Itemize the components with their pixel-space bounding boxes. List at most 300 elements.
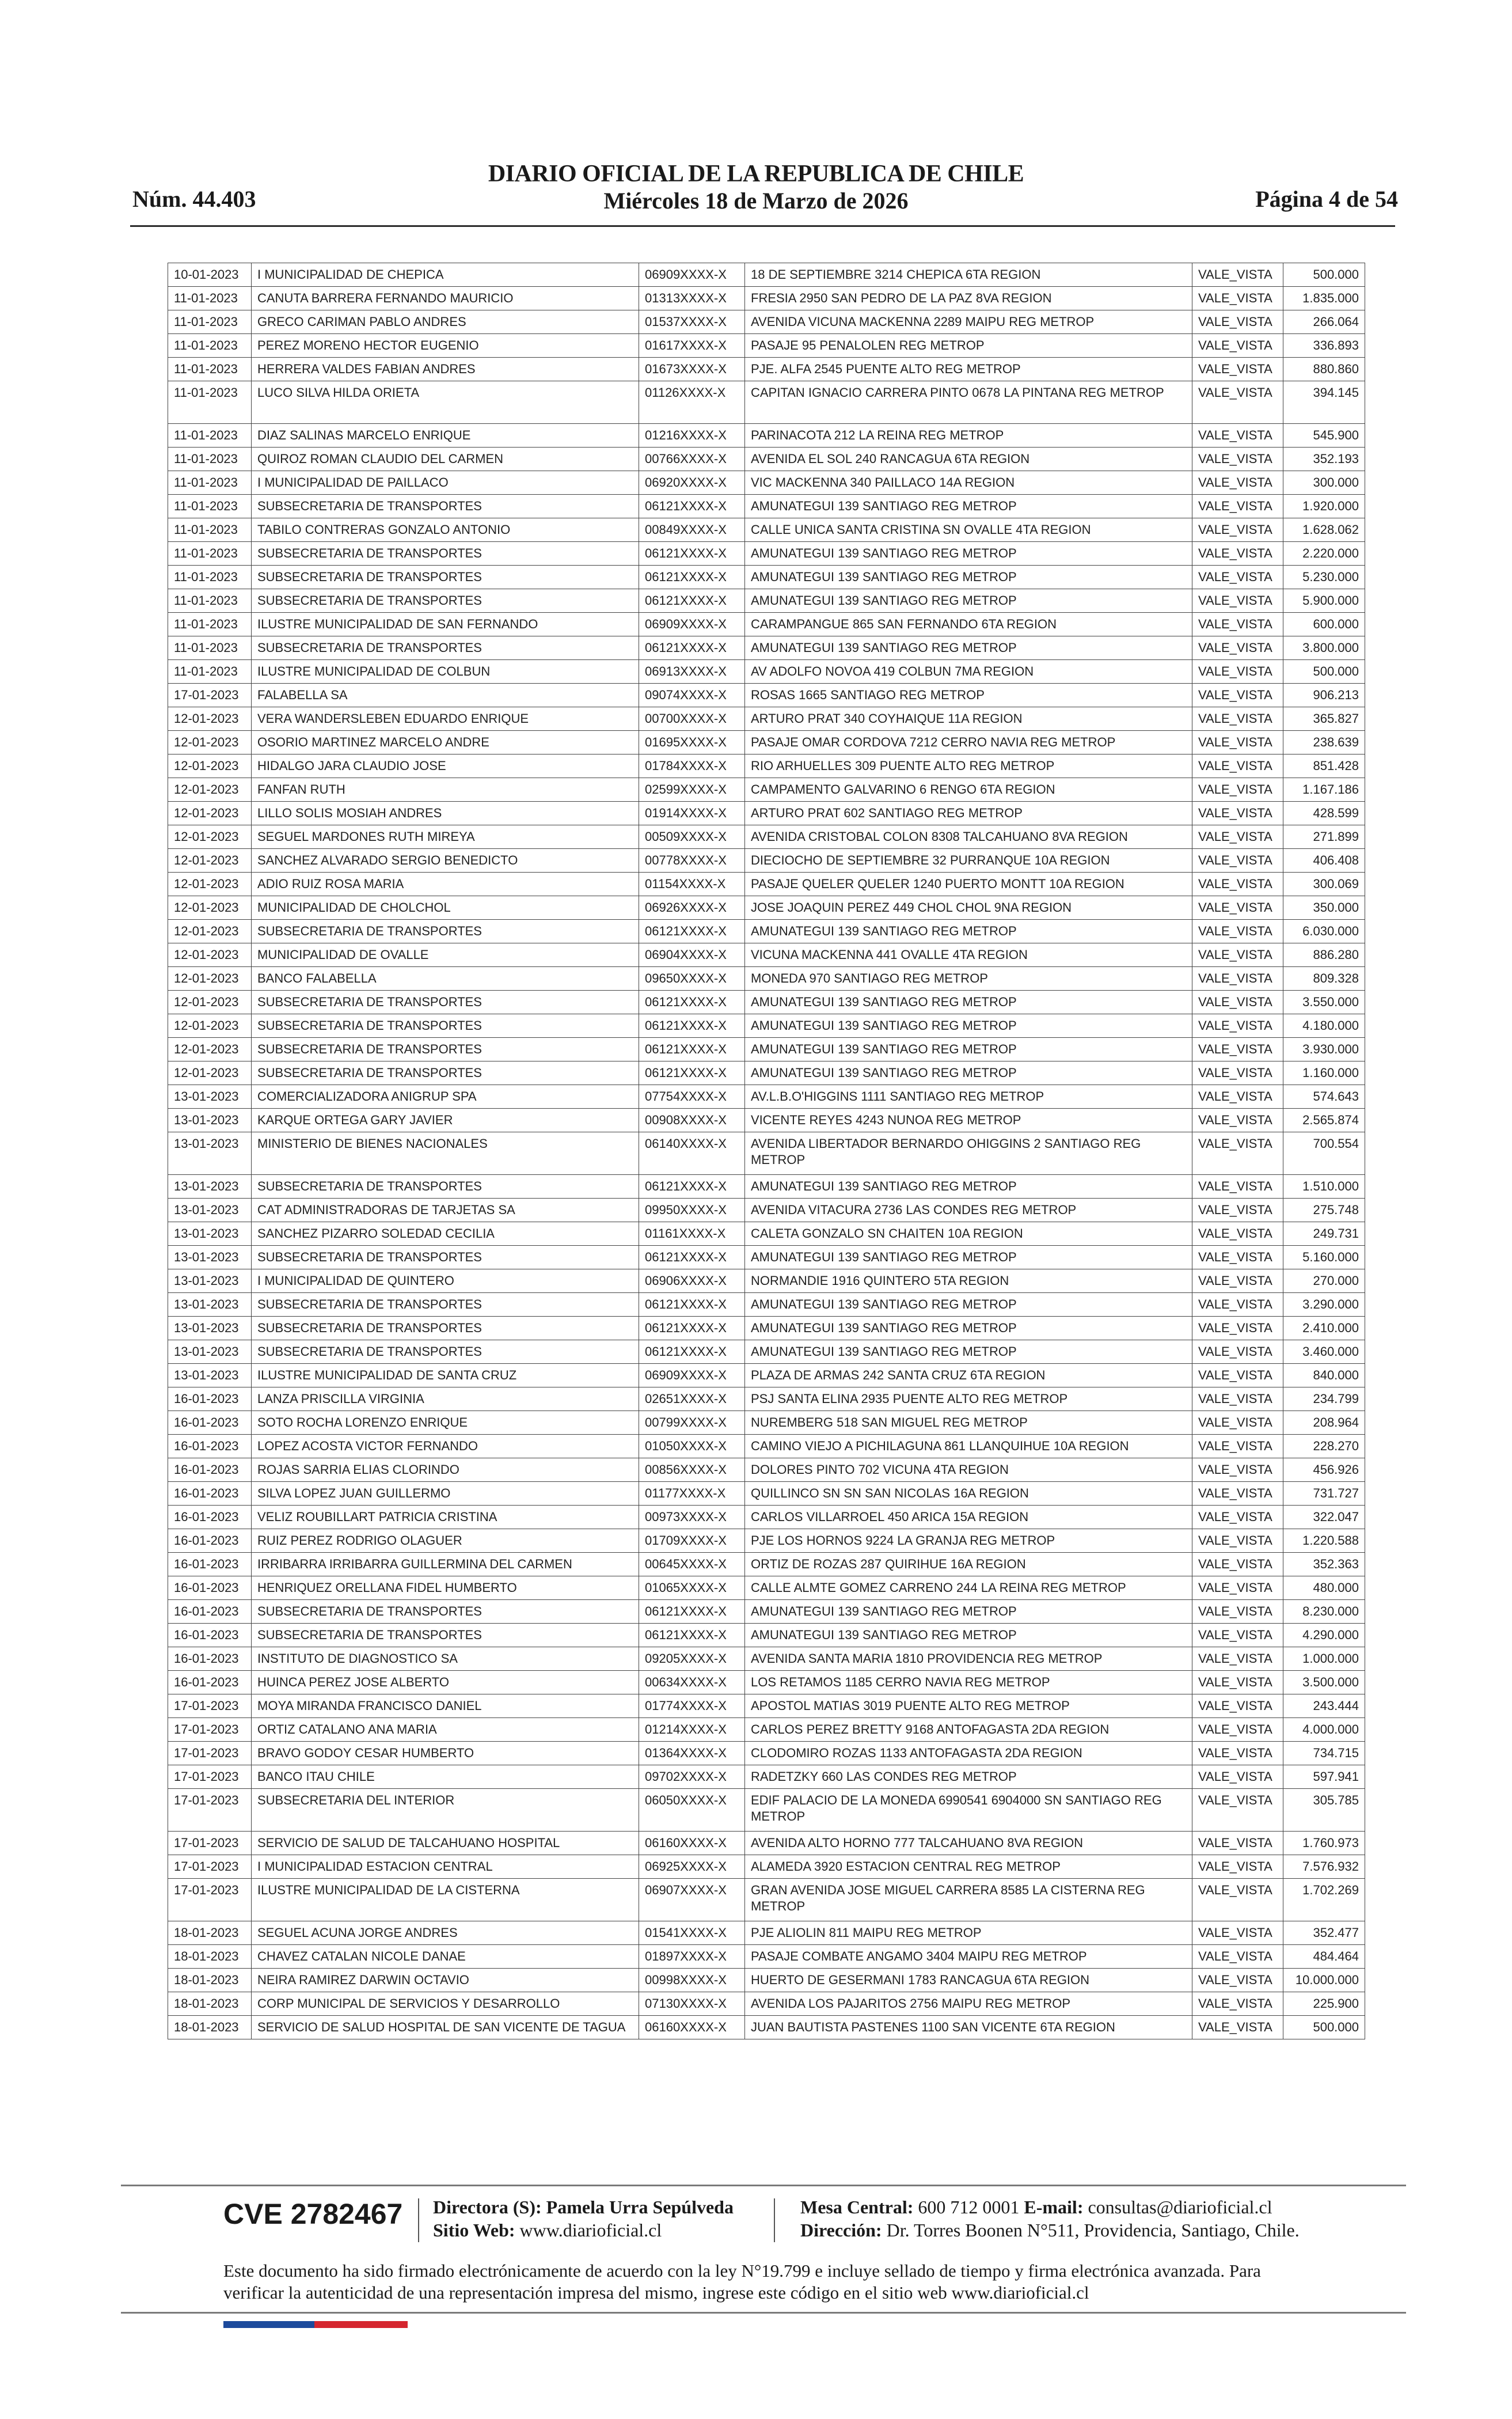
- address-cell: AMUNATEGUI 139 SANTIAGO REG METROP: [745, 589, 1192, 613]
- table-row: [168, 825, 1365, 849]
- payment-type-cell: VALE_VISTA: [1192, 1085, 1283, 1109]
- date-cell: 18-01-2023: [168, 1945, 252, 1969]
- amount-cell: 5.230.000: [1283, 566, 1365, 589]
- name-cell: CHAVEZ CATALAN NICOLE DANAE: [252, 1945, 639, 1969]
- table-row: [168, 263, 1365, 287]
- payment-type-cell: VALE_VISTA: [1192, 424, 1283, 448]
- name-cell: SANCHEZ ALVARADO SERGIO BENEDICTO: [252, 849, 639, 873]
- payment-type-cell: VALE_VISTA: [1192, 1529, 1283, 1553]
- date-cell: 12-01-2023: [168, 825, 252, 849]
- rut-cell: 06121XXXX-X: [639, 1600, 745, 1624]
- date-cell: 13-01-2023: [168, 1175, 252, 1199]
- name-cell: HUINCA PEREZ JOSE ALBERTO: [252, 1671, 639, 1694]
- table-row: [168, 1293, 1365, 1317]
- amount-cell: 238.639: [1283, 731, 1365, 754]
- date-cell: 13-01-2023: [168, 1085, 252, 1109]
- name-cell: SUBSECRETARIA DE TRANSPORTES: [252, 1038, 639, 1061]
- date-cell: 17-01-2023: [168, 684, 252, 707]
- table-row: [168, 1458, 1365, 1482]
- name-cell: SUBSECRETARIA DE TRANSPORTES: [252, 1246, 639, 1269]
- amount-cell: 1.702.269: [1283, 1879, 1365, 1921]
- payment-type-cell: VALE_VISTA: [1192, 1921, 1283, 1945]
- signature-notice: Este documento ha sido firmado electrónicamente de acuerdo con la ley N°19.799 e incluye sellado de tiempo y firma electrónica avanzada. Para verificar la autenticidad de una representación impresa del mismo, ingrese este código en el sitio web www.diarioficial.cl: [223, 2261, 1261, 2303]
- web-link[interactable]: www.diarioficial.cl: [519, 2220, 662, 2240]
- name-cell: KARQUE ORTEGA GARY JAVIER: [252, 1109, 639, 1132]
- rut-cell: 06909XXXX-X: [639, 613, 745, 636]
- rut-cell: 09205XXXX-X: [639, 1647, 745, 1671]
- director-name: Pamela Urra Sepúlveda: [546, 2197, 734, 2217]
- name-cell: I MUNICIPALIDAD DE CHEPICA: [252, 263, 639, 287]
- name-cell: BANCO ITAU CHILE: [252, 1765, 639, 1789]
- name-cell: LOPEZ ACOSTA VICTOR FERNANDO: [252, 1435, 639, 1458]
- rut-cell: 06907XXXX-X: [639, 1879, 745, 1921]
- name-cell: SERVICIO DE SALUD HOSPITAL DE SAN VICENTE DE TAGUA: [252, 2016, 639, 2039]
- name-cell: MINISTERIO DE BIENES NACIONALES: [252, 1132, 639, 1175]
- rut-cell: 06160XXXX-X: [639, 1832, 745, 1855]
- amount-cell: 3.800.000: [1283, 636, 1365, 660]
- amount-cell: 3.550.000: [1283, 991, 1365, 1014]
- address-cell: MONEDA 970 SANTIAGO REG METROP: [745, 967, 1192, 991]
- amount-cell: 228.270: [1283, 1435, 1365, 1458]
- date-cell: 12-01-2023: [168, 943, 252, 967]
- amount-cell: 600.000: [1283, 613, 1365, 636]
- payment-type-cell: VALE_VISTA: [1192, 849, 1283, 873]
- date-cell: 11-01-2023: [168, 334, 252, 358]
- name-cell: ILUSTRE MUNICIPALIDAD DE COLBUN: [252, 660, 639, 684]
- table-row: [168, 1246, 1365, 1269]
- date-cell: 17-01-2023: [168, 1742, 252, 1765]
- amount-cell: 1.167.186: [1283, 778, 1365, 802]
- date-cell: 11-01-2023: [168, 589, 252, 613]
- table-row: [168, 873, 1365, 896]
- rut-cell: 00700XXXX-X: [639, 707, 745, 731]
- address-cell: AV.L.B.O'HIGGINS 1111 SANTIAGO REG METROP: [745, 1085, 1192, 1109]
- address-cell: AMUNATEGUI 139 SANTIAGO REG METROP: [745, 1061, 1192, 1085]
- rut-cell: 06121XXXX-X: [639, 1246, 745, 1269]
- date-cell: 13-01-2023: [168, 1222, 252, 1246]
- table-row: [168, 1969, 1365, 1992]
- address-cell: AVENIDA EL SOL 240 RANCAGUA 6TA REGION: [745, 448, 1192, 471]
- rut-cell: 09950XXXX-X: [639, 1199, 745, 1222]
- table-row: [168, 754, 1365, 778]
- rut-cell: 06904XXXX-X: [639, 943, 745, 967]
- address-cell: VICUNA MACKENNA 441 OVALLE 4TA REGION: [745, 943, 1192, 967]
- rut-cell: 01364XXXX-X: [639, 1742, 745, 1765]
- date-cell: 11-01-2023: [168, 495, 252, 518]
- address-cell: DOLORES PINTO 702 VICUNA 4TA REGION: [745, 1458, 1192, 1482]
- payment-type-cell: VALE_VISTA: [1192, 1624, 1283, 1647]
- table-row: [168, 896, 1365, 920]
- name-cell: SUBSECRETARIA DE TRANSPORTES: [252, 1061, 639, 1085]
- date-cell: 12-01-2023: [168, 920, 252, 943]
- date-cell: 13-01-2023: [168, 1364, 252, 1387]
- payment-type-cell: VALE_VISTA: [1192, 263, 1283, 287]
- payment-type-cell: VALE_VISTA: [1192, 1832, 1283, 1855]
- rut-cell: 00849XXXX-X: [639, 518, 745, 542]
- address-cell: JOSE JOAQUIN PEREZ 449 CHOL CHOL 9NA REGION: [745, 896, 1192, 920]
- footer-separator: [774, 2198, 775, 2242]
- amount-cell: 597.941: [1283, 1765, 1365, 1789]
- payment-type-cell: VALE_VISTA: [1192, 1269, 1283, 1293]
- name-cell: SUBSECRETARIA DE TRANSPORTES: [252, 542, 639, 566]
- name-cell: CANUTA BARRERA FERNANDO MAURICIO: [252, 287, 639, 310]
- amount-cell: 300.000: [1283, 471, 1365, 495]
- date-cell: 16-01-2023: [168, 1482, 252, 1506]
- date-cell: 11-01-2023: [168, 660, 252, 684]
- date-cell: 17-01-2023: [168, 1765, 252, 1789]
- amount-cell: 456.926: [1283, 1458, 1365, 1482]
- rut-cell: 06050XXXX-X: [639, 1789, 745, 1832]
- date-cell: 13-01-2023: [168, 1340, 252, 1364]
- rut-cell: 01161XXXX-X: [639, 1222, 745, 1246]
- date-cell: 13-01-2023: [168, 1269, 252, 1293]
- amount-cell: 7.576.932: [1283, 1855, 1365, 1879]
- rut-cell: 06121XXXX-X: [639, 1061, 745, 1085]
- date-cell: 12-01-2023: [168, 967, 252, 991]
- amount-cell: 300.069: [1283, 873, 1365, 896]
- footer-contact-left: [433, 2196, 734, 2242]
- rut-cell: 01774XXXX-X: [639, 1694, 745, 1718]
- name-cell: CAT ADMINISTRADORAS DE TARJETAS SA: [252, 1199, 639, 1222]
- rut-cell: 01154XXXX-X: [639, 873, 745, 896]
- address-cell: CALLE ALMTE GOMEZ CARRENO 244 LA REINA REG METROP: [745, 1576, 1192, 1600]
- table-row: [168, 1061, 1365, 1085]
- payment-type-cell: VALE_VISTA: [1192, 1600, 1283, 1624]
- address-cell: AVENIDA SANTA MARIA 1810 PROVIDENCIA REG METROP: [745, 1647, 1192, 1671]
- date-cell: 18-01-2023: [168, 2016, 252, 2039]
- rut-cell: 06140XXXX-X: [639, 1132, 745, 1175]
- amount-cell: 394.145: [1283, 381, 1365, 424]
- rut-cell: 07130XXXX-X: [639, 1992, 745, 2016]
- name-cell: BANCO FALABELLA: [252, 967, 639, 991]
- payment-type-cell: VALE_VISTA: [1192, 1387, 1283, 1411]
- date-cell: 11-01-2023: [168, 518, 252, 542]
- payment-type-cell: VALE_VISTA: [1192, 310, 1283, 334]
- rut-cell: 06121XXXX-X: [639, 1624, 745, 1647]
- name-cell: IRRIBARRA IRRIBARRA GUILLERMINA DEL CARMEN: [252, 1553, 639, 1576]
- date-cell: 12-01-2023: [168, 1014, 252, 1038]
- rut-cell: 01065XXXX-X: [639, 1576, 745, 1600]
- address-cell: CALETA GONZALO SN CHAITEN 10A REGION: [745, 1222, 1192, 1246]
- date-cell: 18-01-2023: [168, 1921, 252, 1945]
- address-cell: PJE ALIOLIN 811 MAIPU REG METROP: [745, 1921, 1192, 1945]
- payment-type-cell: VALE_VISTA: [1192, 1945, 1283, 1969]
- name-cell: ILUSTRE MUNICIPALIDAD DE SANTA CRUZ: [252, 1364, 639, 1387]
- address-cell: CAMINO VIEJO A PICHILAGUNA 861 LLANQUIHUE 10A REGION: [745, 1435, 1192, 1458]
- payment-type-cell: VALE_VISTA: [1192, 1671, 1283, 1694]
- amount-cell: 406.408: [1283, 849, 1365, 873]
- address-cell: PJE. ALFA 2545 PUENTE ALTO REG METROP: [745, 358, 1192, 381]
- name-cell: SUBSECRETARIA DE TRANSPORTES: [252, 991, 639, 1014]
- date-cell: 11-01-2023: [168, 448, 252, 471]
- table-row: [168, 1340, 1365, 1364]
- payment-type-cell: VALE_VISTA: [1192, 1014, 1283, 1038]
- payment-type-cell: VALE_VISTA: [1192, 778, 1283, 802]
- rut-cell: 06909XXXX-X: [639, 263, 745, 287]
- header-divider: [130, 225, 1395, 227]
- name-cell: VERA WANDERSLEBEN EDUARDO ENRIQUE: [252, 707, 639, 731]
- table-row: [168, 707, 1365, 731]
- address-cell: AMUNATEGUI 139 SANTIAGO REG METROP: [745, 991, 1192, 1014]
- web-label: Sitio Web:: [433, 2220, 515, 2240]
- address-value: Dr. Torres Boonen N°511, Providencia, Santiago, Chile.: [886, 2220, 1300, 2240]
- rut-cell: 00908XXXX-X: [639, 1109, 745, 1132]
- payment-type-cell: VALE_VISTA: [1192, 613, 1283, 636]
- date-cell: 13-01-2023: [168, 1109, 252, 1132]
- table-row: [168, 613, 1365, 636]
- amount-cell: 4.290.000: [1283, 1624, 1365, 1647]
- address-cell: RIO ARHUELLES 309 PUENTE ALTO REG METROP: [745, 754, 1192, 778]
- address-cell: AMUNATEGUI 139 SANTIAGO REG METROP: [745, 920, 1192, 943]
- address-cell: ARTURO PRAT 602 SANTIAGO REG METROP: [745, 802, 1192, 825]
- amount-cell: 3.460.000: [1283, 1340, 1365, 1364]
- amount-cell: 2.410.000: [1283, 1317, 1365, 1340]
- address-cell: PASAJE OMAR CORDOVA 7212 CERRO NAVIA REG METROP: [745, 731, 1192, 754]
- date-cell: 16-01-2023: [168, 1600, 252, 1624]
- table-row: [168, 1317, 1365, 1340]
- date-cell: 11-01-2023: [168, 310, 252, 334]
- table-row: [168, 542, 1365, 566]
- date-cell: 16-01-2023: [168, 1647, 252, 1671]
- name-cell: SUBSECRETARIA DE TRANSPORTES: [252, 1175, 639, 1199]
- address-cell: AVENIDA CRISTOBAL COLON 8308 TALCAHUANO 8VA REGION: [745, 825, 1192, 849]
- amount-cell: 1.835.000: [1283, 287, 1365, 310]
- date-cell: 11-01-2023: [168, 636, 252, 660]
- date-cell: 12-01-2023: [168, 991, 252, 1014]
- payment-type-cell: VALE_VISTA: [1192, 1293, 1283, 1317]
- name-cell: LILLO SOLIS MOSIAH ANDRES: [252, 802, 639, 825]
- address-cell: CAPITAN IGNACIO CARRERA PINTO 0678 LA PINTANA REG METROP: [745, 381, 1192, 424]
- amount-cell: 208.964: [1283, 1411, 1365, 1435]
- name-cell: MUNICIPALIDAD DE CHOLCHOL: [252, 896, 639, 920]
- rut-cell: 01695XXXX-X: [639, 731, 745, 754]
- payment-type-cell: VALE_VISTA: [1192, 1718, 1283, 1742]
- rut-cell: 09074XXXX-X: [639, 684, 745, 707]
- table-row: [168, 778, 1365, 802]
- address-cell: CARLOS PEREZ BRETTY 9168 ANTOFAGASTA 2DA REGION: [745, 1718, 1192, 1742]
- amount-cell: 1.220.588: [1283, 1529, 1365, 1553]
- name-cell: SOTO ROCHA LORENZO ENRIQUE: [252, 1411, 639, 1435]
- rut-cell: 01177XXXX-X: [639, 1482, 745, 1506]
- table-row: [168, 1718, 1365, 1742]
- amount-cell: 1.920.000: [1283, 495, 1365, 518]
- name-cell: CORP MUNICIPAL DE SERVICIOS Y DESARROLLO: [252, 1992, 639, 2016]
- amount-cell: 734.715: [1283, 1742, 1365, 1765]
- rut-cell: 00973XXXX-X: [639, 1506, 745, 1529]
- date-cell: 18-01-2023: [168, 1992, 252, 2016]
- rut-cell: 01673XXXX-X: [639, 358, 745, 381]
- date-cell: 16-01-2023: [168, 1553, 252, 1576]
- date-cell: 17-01-2023: [168, 1694, 252, 1718]
- table-row: [168, 2016, 1365, 2039]
- table-row: [168, 920, 1365, 943]
- name-cell: MOYA MIRANDA FRANCISCO DANIEL: [252, 1694, 639, 1718]
- name-cell: LUCO SILVA HILDA ORIETA: [252, 381, 639, 424]
- name-cell: FANFAN RUTH: [252, 778, 639, 802]
- address-cell: AVENIDA VICUNA MACKENNA 2289 MAIPU REG METROP: [745, 310, 1192, 334]
- amount-cell: 906.213: [1283, 684, 1365, 707]
- rut-cell: 06920XXXX-X: [639, 471, 745, 495]
- payment-type-cell: VALE_VISTA: [1192, 471, 1283, 495]
- address-cell: AVENIDA VITACURA 2736 LAS CONDES REG METROP: [745, 1199, 1192, 1222]
- date-cell: 12-01-2023: [168, 707, 252, 731]
- rut-cell: 06925XXXX-X: [639, 1855, 745, 1879]
- payment-type-cell: VALE_VISTA: [1192, 1855, 1283, 1879]
- date-cell: 17-01-2023: [168, 1718, 252, 1742]
- table-row: [168, 471, 1365, 495]
- address-cell: AMUNATEGUI 139 SANTIAGO REG METROP: [745, 636, 1192, 660]
- payment-type-cell: VALE_VISTA: [1192, 754, 1283, 778]
- table-row: [168, 1553, 1365, 1576]
- amount-cell: 545.900: [1283, 424, 1365, 448]
- payment-type-cell: VALE_VISTA: [1192, 1879, 1283, 1921]
- table-row: [168, 566, 1365, 589]
- date-cell: 11-01-2023: [168, 471, 252, 495]
- amount-cell: 243.444: [1283, 1694, 1365, 1718]
- amount-cell: 2.565.874: [1283, 1109, 1365, 1132]
- table-row: [168, 1014, 1365, 1038]
- flag-stripe-red: [314, 2321, 408, 2328]
- address-cell: AMUNATEGUI 139 SANTIAGO REG METROP: [745, 1175, 1192, 1199]
- date-cell: 11-01-2023: [168, 287, 252, 310]
- name-cell: SUBSECRETARIA DE TRANSPORTES: [252, 495, 639, 518]
- rut-cell: 01537XXXX-X: [639, 310, 745, 334]
- amount-cell: 275.748: [1283, 1199, 1365, 1222]
- payment-type-cell: VALE_VISTA: [1192, 1553, 1283, 1576]
- address-cell: AMUNATEGUI 139 SANTIAGO REG METROP: [745, 1293, 1192, 1317]
- footer-contact-right: [800, 2196, 1300, 2242]
- table-row: [168, 1529, 1365, 1553]
- address-cell: JUAN BAUTISTA PASTENES 1100 SAN VICENTE 6TA REGION: [745, 2016, 1192, 2039]
- date-cell: 11-01-2023: [168, 424, 252, 448]
- payment-type-cell: VALE_VISTA: [1192, 518, 1283, 542]
- payment-type-cell: VALE_VISTA: [1192, 287, 1283, 310]
- rut-cell: 06121XXXX-X: [639, 1317, 745, 1340]
- amount-cell: 4.000.000: [1283, 1718, 1365, 1742]
- email-link[interactable]: consultas@diarioficial.cl: [1088, 2197, 1272, 2217]
- date-cell: 11-01-2023: [168, 613, 252, 636]
- payment-type-cell: VALE_VISTA: [1192, 943, 1283, 967]
- date-cell: 16-01-2023: [168, 1671, 252, 1694]
- flag-stripe-blue: [223, 2321, 314, 2328]
- table-row: [168, 1647, 1365, 1671]
- payment-type-cell: VALE_VISTA: [1192, 1458, 1283, 1482]
- rut-cell: 06121XXXX-X: [639, 1014, 745, 1038]
- name-cell: FALABELLA SA: [252, 684, 639, 707]
- payment-type-cell: VALE_VISTA: [1192, 707, 1283, 731]
- payment-type-cell: VALE_VISTA: [1192, 825, 1283, 849]
- payment-type-cell: VALE_VISTA: [1192, 1132, 1283, 1175]
- payment-type-cell: VALE_VISTA: [1192, 448, 1283, 471]
- name-cell: SILVA LOPEZ JUAN GUILLERMO: [252, 1482, 639, 1506]
- address-cell: CARAMPANGUE 865 SAN FERNANDO 6TA REGION: [745, 613, 1192, 636]
- address-cell: 18 DE SEPTIEMBRE 3214 CHEPICA 6TA REGION: [745, 263, 1192, 287]
- amount-cell: 700.554: [1283, 1132, 1365, 1175]
- rut-cell: 06121XXXX-X: [639, 991, 745, 1014]
- name-cell: I MUNICIPALIDAD DE PAILLACO: [252, 471, 639, 495]
- date-cell: 16-01-2023: [168, 1576, 252, 1600]
- name-cell: ROJAS SARRIA ELIAS CLORINDO: [252, 1458, 639, 1482]
- address-cell: PJE LOS HORNOS 9224 LA GRANJA REG METROP: [745, 1529, 1192, 1553]
- table-row: [168, 1832, 1365, 1855]
- table-row: [168, 660, 1365, 684]
- table-row: [168, 636, 1365, 660]
- date-cell: 13-01-2023: [168, 1317, 252, 1340]
- table-row: [168, 287, 1365, 310]
- name-cell: SUBSECRETARIA DEL INTERIOR: [252, 1789, 639, 1832]
- table-row: [168, 381, 1365, 424]
- date-cell: 13-01-2023: [168, 1132, 252, 1175]
- amount-cell: 225.900: [1283, 1992, 1365, 2016]
- date-cell: 12-01-2023: [168, 731, 252, 754]
- table-row: [168, 1132, 1365, 1175]
- payment-type-cell: VALE_VISTA: [1192, 1317, 1283, 1340]
- table-row: [168, 1387, 1365, 1411]
- rut-cell: 06121XXXX-X: [639, 1293, 745, 1317]
- newspaper-title: DIARIO OFICIAL DE LA REPUBLICA DE CHILE: [488, 161, 1024, 187]
- table-row: [168, 1109, 1365, 1132]
- rut-cell: 07754XXXX-X: [639, 1085, 745, 1109]
- payment-type-cell: VALE_VISTA: [1192, 1061, 1283, 1085]
- address-cell: ROSAS 1665 SANTIAGO REG METROP: [745, 684, 1192, 707]
- amount-cell: 336.893: [1283, 334, 1365, 358]
- table-row: [168, 1765, 1365, 1789]
- date-cell: 16-01-2023: [168, 1387, 252, 1411]
- phone-value: 600 712 0001: [918, 2197, 1020, 2217]
- table-row: [168, 1576, 1365, 1600]
- name-cell: ILUSTRE MUNICIPALIDAD DE SAN FERNANDO: [252, 613, 639, 636]
- amount-cell: 4.180.000: [1283, 1014, 1365, 1038]
- payment-type-cell: VALE_VISTA: [1192, 1482, 1283, 1506]
- name-cell: I MUNICIPALIDAD DE QUINTERO: [252, 1269, 639, 1293]
- name-cell: ORTIZ CATALANO ANA MARIA: [252, 1718, 639, 1742]
- table-row: [168, 943, 1365, 967]
- payment-type-cell: VALE_VISTA: [1192, 1246, 1283, 1269]
- amount-cell: 500.000: [1283, 660, 1365, 684]
- table-row: [168, 1199, 1365, 1222]
- name-cell: SUBSECRETARIA DE TRANSPORTES: [252, 636, 639, 660]
- address-cell: AVENIDA LIBERTADOR BERNARDO OHIGGINS 2 SANTIAGO REG METROP: [745, 1132, 1192, 1175]
- address-cell: PASAJE 95 PENALOLEN REG METROP: [745, 334, 1192, 358]
- records-table-body: [168, 263, 1365, 2039]
- issue-date: Miércoles 18 de Marzo de 2026: [603, 188, 909, 214]
- table-row: [168, 1482, 1365, 1506]
- name-cell: TABILO CONTRERAS GONZALO ANTONIO: [252, 518, 639, 542]
- rut-cell: 00634XXXX-X: [639, 1671, 745, 1694]
- date-cell: 17-01-2023: [168, 1855, 252, 1879]
- table-row: [168, 424, 1365, 448]
- amount-cell: 3.930.000: [1283, 1038, 1365, 1061]
- table-row: [168, 448, 1365, 471]
- name-cell: SUBSECRETARIA DE TRANSPORTES: [252, 1340, 639, 1364]
- table-row: [168, 1411, 1365, 1435]
- director-label: Directora (S):: [433, 2197, 542, 2217]
- date-cell: 18-01-2023: [168, 1969, 252, 1992]
- table-row: [168, 802, 1365, 825]
- payment-type-cell: VALE_VISTA: [1192, 1506, 1283, 1529]
- payment-type-cell: VALE_VISTA: [1192, 873, 1283, 896]
- table-row: [168, 1992, 1365, 2016]
- name-cell: PEREZ MORENO HECTOR EUGENIO: [252, 334, 639, 358]
- date-cell: 16-01-2023: [168, 1458, 252, 1482]
- rut-cell: 06121XXXX-X: [639, 920, 745, 943]
- amount-cell: 10.000.000: [1283, 1969, 1365, 1992]
- address-cell: AVENIDA LOS PAJARITOS 2756 MAIPU REG METROP: [745, 1992, 1192, 2016]
- address-cell: ORTIZ DE ROZAS 287 QUIRIHUE 16A REGION: [745, 1553, 1192, 1576]
- address-cell: APOSTOL MATIAS 3019 PUENTE ALTO REG METROP: [745, 1694, 1192, 1718]
- rut-cell: 01784XXXX-X: [639, 754, 745, 778]
- rut-cell: 00799XXXX-X: [639, 1411, 745, 1435]
